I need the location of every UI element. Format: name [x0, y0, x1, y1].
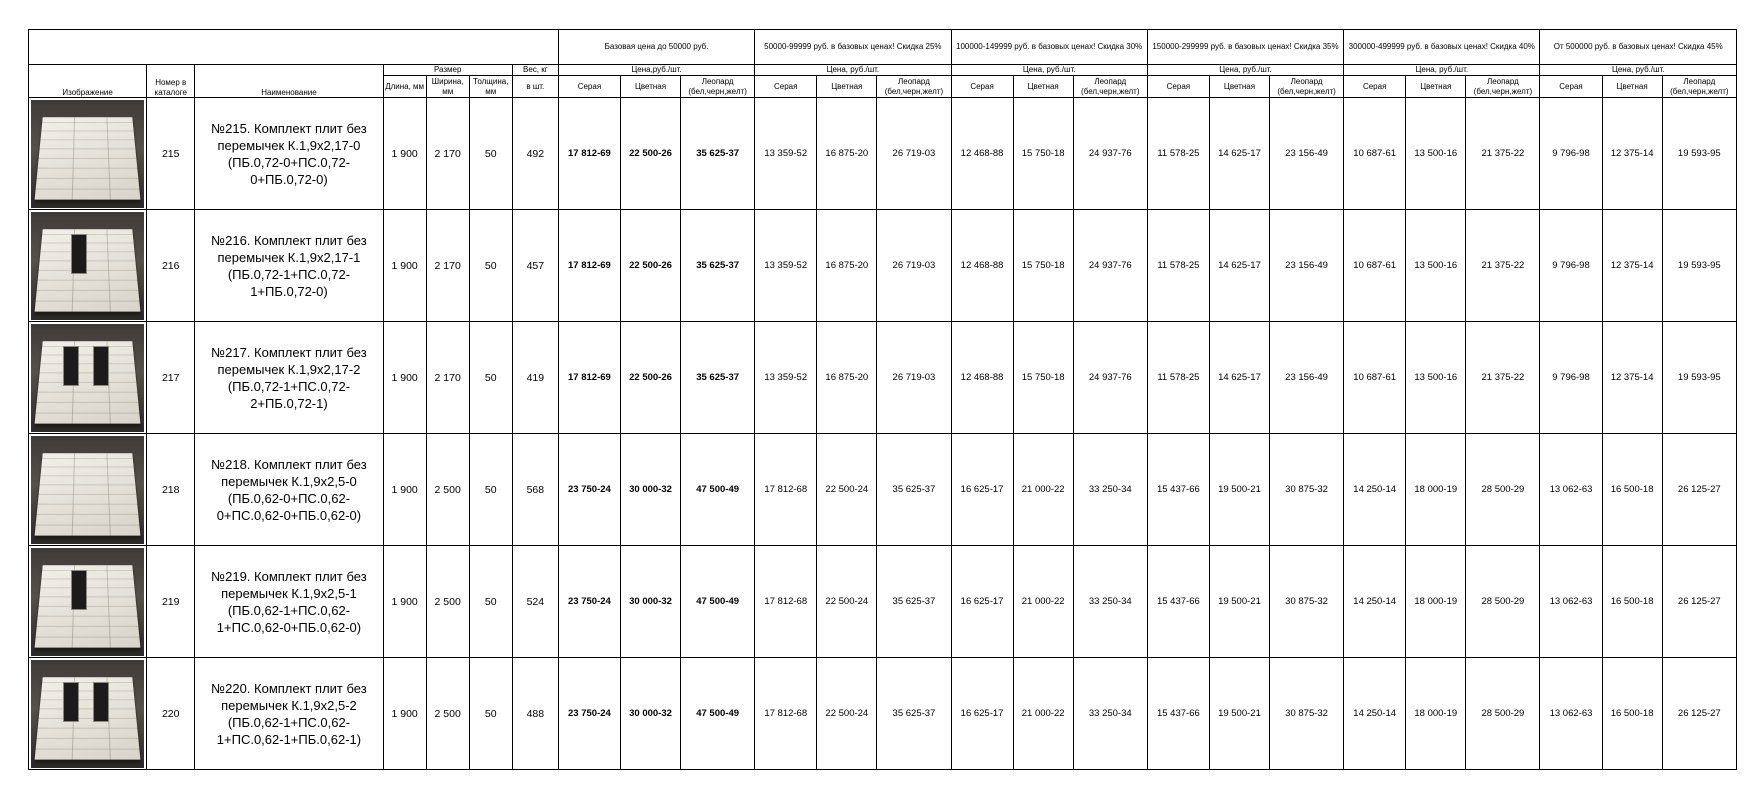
price-cell: 19 593-95: [1662, 98, 1736, 210]
price-cell: 30 875-32: [1270, 546, 1344, 658]
weight-value: 488: [512, 658, 558, 770]
col-header-colored: Цветная: [1406, 76, 1466, 98]
tier-title: От 500000 руб. в базовых ценах! Скидка 45%: [1540, 30, 1737, 65]
price-cell: 17 812-68: [755, 546, 817, 658]
price-cell: 24 937-76: [1073, 98, 1147, 210]
price-cell: 21 375-22: [1466, 322, 1540, 434]
price-cell: 19 500-21: [1209, 434, 1269, 546]
price-cell: 14 625-17: [1209, 98, 1269, 210]
price-cell: 35 625-37: [877, 658, 951, 770]
weight-value: 492: [512, 98, 558, 210]
price-cell: 16 875-20: [817, 210, 877, 322]
thickness-value: 50: [469, 98, 512, 210]
price-cell: 13 500-16: [1406, 210, 1466, 322]
width-value: 2 500: [426, 658, 469, 770]
price-cell: 16 625-17: [951, 546, 1013, 658]
width-value: 2 170: [426, 322, 469, 434]
price-cell: 35 625-37: [877, 434, 951, 546]
thickness-value: 50: [469, 546, 512, 658]
slab-graphic: [35, 229, 141, 311]
price-cell: 22 500-26: [620, 322, 680, 434]
thickness-value: 50: [469, 658, 512, 770]
price-cell: 13 359-52: [755, 98, 817, 210]
price-cell: 16 625-17: [951, 434, 1013, 546]
weight-value: 419: [512, 322, 558, 434]
price-cell: 10 687-61: [1344, 210, 1406, 322]
product-name: №219. Комплект плит без перемычек К.1,9х2,5-1 (ПБ.0,62-1+ПС.0,62-1+ПС.0,62-0+ПБ.0,62-0): [195, 546, 383, 658]
price-cell: 16 500-18: [1602, 658, 1662, 770]
width-value: 2 170: [426, 98, 469, 210]
slab-hole: [93, 682, 109, 722]
price-cell: 15 750-18: [1013, 210, 1073, 322]
price-cell: 9 796-98: [1540, 322, 1602, 434]
price-cell: 30 875-32: [1270, 434, 1344, 546]
product-image-cell: [29, 322, 147, 434]
col-header-leopard: Леопард (бел,черн,желт): [1662, 76, 1736, 98]
weight-value: 457: [512, 210, 558, 322]
price-cell: 15 750-18: [1013, 322, 1073, 434]
price-cell: 19 500-21: [1209, 546, 1269, 658]
table-row: [29, 98, 1737, 210]
slab-graphic: [35, 677, 141, 759]
price-cell: 23 156-49: [1270, 210, 1344, 322]
tier-unit: Цена, руб./шт.: [951, 65, 1147, 76]
slab-graphic: [35, 341, 141, 423]
length-value: 1 900: [383, 434, 426, 546]
tier-title: 100000-149999 руб. в базовых ценах! Скидка 30%: [951, 30, 1147, 65]
price-cell: 16 875-20: [817, 322, 877, 434]
catalog-number: 219: [147, 546, 195, 658]
price-cell: 14 250-14: [1344, 546, 1406, 658]
price-cell: 24 937-76: [1073, 322, 1147, 434]
price-cell: 12 375-14: [1602, 210, 1662, 322]
price-cell: 30 000-32: [620, 434, 680, 546]
price-cell: 17 812-69: [558, 98, 620, 210]
price-cell: 17 812-69: [558, 322, 620, 434]
tier-unit: Цена, руб./шт.: [1344, 65, 1540, 76]
product-name: №218. Комплект плит без перемычек К.1,9х2,5-0 (ПБ.0,62-0+ПС.0,62-0+ПС.0,62-0+ПБ.0,62-0): [195, 434, 383, 546]
price-cell: 23 750-24: [558, 434, 620, 546]
price-cell: 30 000-32: [620, 658, 680, 770]
price-cell: 11 578-25: [1147, 210, 1209, 322]
table-row: [29, 322, 1737, 434]
product-rows: [29, 98, 1737, 770]
price-cell: 12 375-14: [1602, 98, 1662, 210]
tier-title: 150000-299999 руб. в базовых ценах! Скидка 35%: [1147, 30, 1343, 65]
price-cell: 23 750-24: [558, 658, 620, 770]
price-cell: 17 812-69: [558, 210, 620, 322]
length-value: 1 900: [383, 322, 426, 434]
col-header-thickness: Толщина, мм: [469, 76, 512, 98]
price-cell: 30 000-32: [620, 546, 680, 658]
price-table: [28, 29, 1737, 770]
product-image-cell: [29, 546, 147, 658]
price-cell: 22 500-24: [817, 658, 877, 770]
price-cell: 35 625-37: [681, 98, 755, 210]
price-cell: 16 625-17: [951, 658, 1013, 770]
price-cell: 28 500-29: [1466, 658, 1540, 770]
price-cell: 33 250-34: [1073, 546, 1147, 658]
price-cell: 21 375-22: [1466, 210, 1540, 322]
tier-unit: Цена, руб./шт.: [1540, 65, 1737, 76]
price-cell: 21 000-22: [1013, 658, 1073, 770]
width-value: 2 170: [426, 210, 469, 322]
weight-value: 524: [512, 546, 558, 658]
col-header-weight-unit: в шт.: [512, 76, 558, 98]
price-cell: 21 000-22: [1013, 434, 1073, 546]
slab-hole: [71, 234, 87, 274]
price-cell: 11 578-25: [1147, 98, 1209, 210]
price-cell: 33 250-34: [1073, 658, 1147, 770]
price-cell: 13 062-63: [1540, 434, 1602, 546]
col-header-colored: Цветная: [620, 76, 680, 98]
price-cell: 10 687-61: [1344, 322, 1406, 434]
price-cell: 12 468-88: [951, 98, 1013, 210]
col-header-gray: Серая: [1540, 76, 1602, 98]
col-header-colored: Цветная: [1602, 76, 1662, 98]
table-row: [29, 546, 1737, 658]
product-image-cell: [29, 98, 147, 210]
price-cell: 35 625-37: [681, 322, 755, 434]
price-cell: 13 062-63: [1540, 546, 1602, 658]
slab-hole: [63, 682, 79, 722]
product-photo: [31, 100, 144, 208]
price-cell: 26 719-03: [877, 210, 951, 322]
price-cell: 17 812-68: [755, 434, 817, 546]
price-cell: 23 750-24: [558, 546, 620, 658]
price-cell: 16 875-20: [817, 98, 877, 210]
price-cell: 13 359-52: [755, 322, 817, 434]
price-cell: 33 250-34: [1073, 434, 1147, 546]
table-row: [29, 434, 1737, 546]
length-value: 1 900: [383, 546, 426, 658]
price-cell: 28 500-29: [1466, 434, 1540, 546]
slab-hole: [93, 346, 109, 386]
product-image-cell: [29, 210, 147, 322]
slab-graphic: [35, 117, 141, 199]
tier-unit: Цена,руб./шт.: [558, 65, 754, 76]
price-cell: 13 359-52: [755, 210, 817, 322]
price-cell: 9 796-98: [1540, 98, 1602, 210]
price-cell: 22 500-26: [620, 210, 680, 322]
length-value: 1 900: [383, 98, 426, 210]
col-header-length: Длина, мм: [383, 76, 426, 98]
price-cell: 23 156-49: [1270, 98, 1344, 210]
price-cell: 35 625-37: [681, 210, 755, 322]
price-cell: 26 719-03: [877, 322, 951, 434]
col-header-gray: Серая: [755, 76, 817, 98]
price-cell: 30 875-32: [1270, 658, 1344, 770]
price-cell: 35 625-37: [877, 546, 951, 658]
header-blank-cell: [29, 30, 559, 65]
col-header-leopard: Леопард (бел,черн,желт): [1270, 76, 1344, 98]
price-cell: 21 375-22: [1466, 98, 1540, 210]
price-cell: 9 796-98: [1540, 210, 1602, 322]
col-header-name: Наименование: [195, 65, 383, 98]
price-cell: 23 156-49: [1270, 322, 1344, 434]
price-cell: 15 750-18: [1013, 98, 1073, 210]
price-cell: 14 250-14: [1344, 658, 1406, 770]
price-cell: 26 719-03: [877, 98, 951, 210]
product-name: №220. Комплект плит без перемычек К.1,9х2,5-2 (ПБ.0,62-1+ПС.0,62-1+ПС.0,62-1+ПБ.0,62-1): [195, 658, 383, 770]
price-cell: 14 250-14: [1344, 434, 1406, 546]
catalog-number: 218: [147, 434, 195, 546]
col-header-gray: Серая: [558, 76, 620, 98]
product-photo: [31, 212, 144, 320]
product-image-cell: [29, 658, 147, 770]
price-cell: 47 500-49: [681, 658, 755, 770]
tier-unit: Цена, руб./шт.: [755, 65, 951, 76]
price-cell: 12 375-14: [1602, 322, 1662, 434]
length-value: 1 900: [383, 210, 426, 322]
price-cell: 16 500-18: [1602, 546, 1662, 658]
price-cell: 19 593-95: [1662, 210, 1736, 322]
weight-value: 568: [512, 434, 558, 546]
product-name: №215. Комплект плит без перемычек К.1,9х2,17-0 (ПБ.0,72-0+ПС.0,72-0+ПБ.0,72-0): [195, 98, 383, 210]
price-cell: 12 468-88: [951, 322, 1013, 434]
price-cell: 22 500-24: [817, 434, 877, 546]
price-cell: 19 593-95: [1662, 322, 1736, 434]
price-cell: 16 500-18: [1602, 434, 1662, 546]
price-cell: 22 500-24: [817, 546, 877, 658]
product-photo: [31, 548, 144, 656]
price-cell: 15 437-66: [1147, 546, 1209, 658]
col-header-gray: Серая: [1344, 76, 1406, 98]
price-cell: 22 500-26: [620, 98, 680, 210]
col-header-colored: Цветная: [817, 76, 877, 98]
product-name: №216. Комплект плит без перемычек К.1,9х2,17-1 (ПБ.0,72-1+ПС.0,72-1+ПБ.0,72-0): [195, 210, 383, 322]
price-cell: 10 687-61: [1344, 98, 1406, 210]
width-value: 2 500: [426, 546, 469, 658]
col-header-gray: Серая: [951, 76, 1013, 98]
product-photo: [31, 436, 144, 544]
catalog-number: 216: [147, 210, 195, 322]
thickness-value: 50: [469, 434, 512, 546]
tier-title: 300000-499999 руб. в базовых ценах! Скидка 40%: [1344, 30, 1540, 65]
price-cell: 12 468-88: [951, 210, 1013, 322]
col-header-image: Изображение: [29, 65, 147, 98]
col-header-leopard: Леопард (бел,черн,желт): [1073, 76, 1147, 98]
product-photo: [31, 660, 144, 768]
product-image-cell: [29, 434, 147, 546]
price-cell: 14 625-17: [1209, 322, 1269, 434]
price-cell: 47 500-49: [681, 434, 755, 546]
price-cell: 13 062-63: [1540, 658, 1602, 770]
slab-hole: [63, 346, 79, 386]
price-cell: 26 125-27: [1662, 434, 1736, 546]
catalog-number: 217: [147, 322, 195, 434]
col-header-weight: Вес, кг: [512, 65, 558, 76]
price-cell: 26 125-27: [1662, 658, 1736, 770]
width-value: 2 500: [426, 434, 469, 546]
table-row: [29, 210, 1737, 322]
price-cell: 26 125-27: [1662, 546, 1736, 658]
price-cell: 47 500-49: [681, 546, 755, 658]
catalog-number: 220: [147, 658, 195, 770]
slab-hole: [71, 570, 87, 610]
col-header-colored: Цветная: [1209, 76, 1269, 98]
col-header-leopard: Леопард (бел,черн,желт): [681, 76, 755, 98]
catalog-number: 215: [147, 98, 195, 210]
price-list-sheet: [28, 29, 1737, 770]
col-header-catalog-no: Номер в каталоге: [147, 65, 195, 98]
price-cell: 14 625-17: [1209, 210, 1269, 322]
col-header-colored: Цветная: [1013, 76, 1073, 98]
price-cell: 15 437-66: [1147, 434, 1209, 546]
tier-unit: Цена, руб./шт.: [1147, 65, 1343, 76]
col-header-leopard: Леопард (бел,черн,желт): [877, 76, 951, 98]
price-cell: 15 437-66: [1147, 658, 1209, 770]
price-cell: 17 812-68: [755, 658, 817, 770]
price-cell: 11 578-25: [1147, 322, 1209, 434]
product-photo: [31, 324, 144, 432]
price-cell: 13 500-16: [1406, 322, 1466, 434]
length-value: 1 900: [383, 658, 426, 770]
col-header-gray: Серая: [1147, 76, 1209, 98]
col-header-leopard: Леопард (бел,черн,желт): [1466, 76, 1540, 98]
price-cell: 18 000-19: [1406, 658, 1466, 770]
price-cell: 18 000-19: [1406, 546, 1466, 658]
price-cell: 18 000-19: [1406, 434, 1466, 546]
tier-title: 50000-99999 руб. в базовых ценах! Скидка 25%: [755, 30, 951, 65]
slab-graphic: [35, 565, 141, 647]
thickness-value: 50: [469, 322, 512, 434]
price-cell: 21 000-22: [1013, 546, 1073, 658]
col-header-size: Размер: [383, 65, 512, 76]
col-header-width: Ширина, мм: [426, 76, 469, 98]
price-cell: 28 500-29: [1466, 546, 1540, 658]
product-name: №217. Комплект плит без перемычек К.1,9х2,17-2 (ПБ.0,72-1+ПС.0,72-2+ПБ.0,72-1): [195, 322, 383, 434]
slab-graphic: [35, 453, 141, 535]
table-row: [29, 658, 1737, 770]
thickness-value: 50: [469, 210, 512, 322]
price-cell: 19 500-21: [1209, 658, 1269, 770]
price-cell: 24 937-76: [1073, 210, 1147, 322]
tier-title: Базовая цена до 50000 руб.: [558, 30, 754, 65]
price-cell: 13 500-16: [1406, 98, 1466, 210]
